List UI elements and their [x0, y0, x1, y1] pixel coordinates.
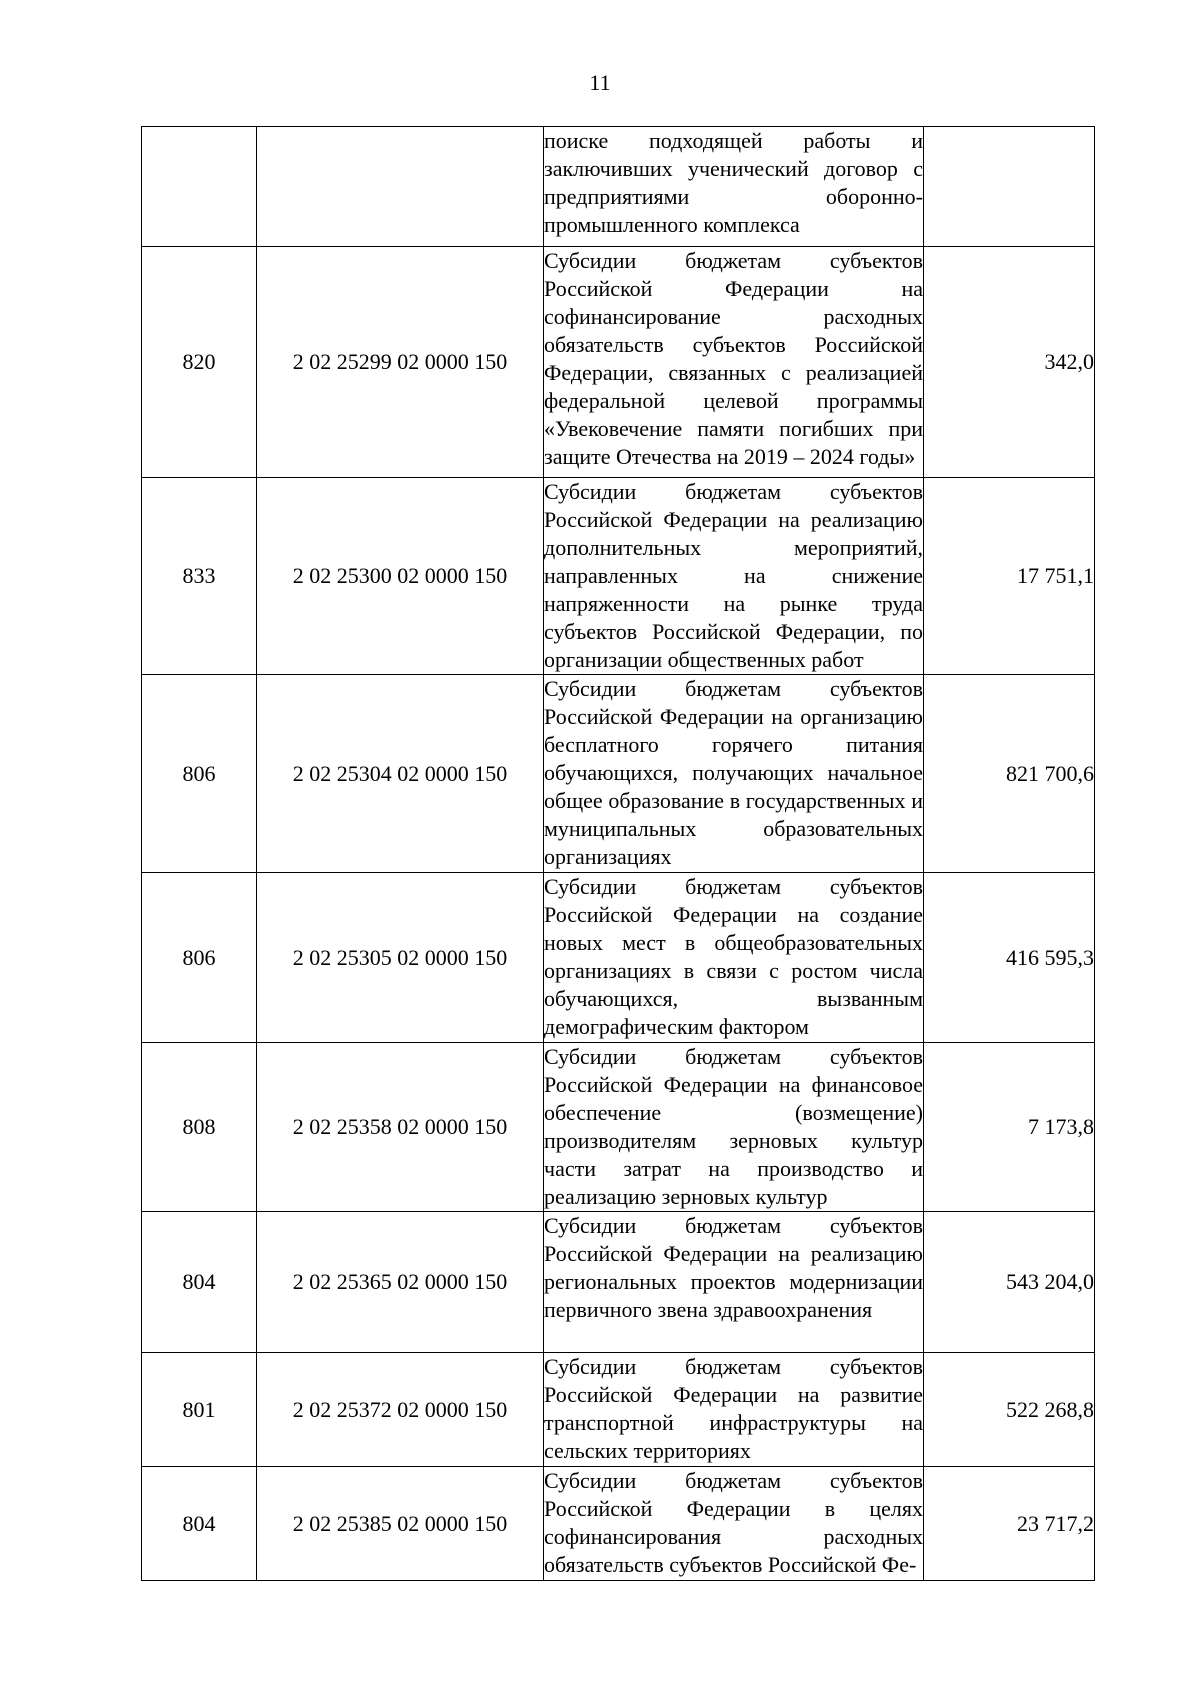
- admin-code-cell: 806: [142, 675, 257, 873]
- description-cell: поиске подходящей работы и заключивших ученический договор с предприятиями оборонно-промышленного комплекса: [544, 127, 924, 247]
- amount-cell: 416 595,3: [924, 873, 1095, 1043]
- budget-code-cell: 2 02 25372 02 0000 150: [257, 1353, 544, 1467]
- description-cell: Субсидии бюджетам субъектов Российской Федерации на развитие транспортной инфраструктуры на сельских территориях: [544, 1353, 924, 1467]
- admin-code-cell: 806: [142, 873, 257, 1043]
- admin-code-cell: 801: [142, 1353, 257, 1467]
- table-row: [142, 127, 1095, 247]
- admin-code-cell: 833: [142, 478, 257, 675]
- amount-cell: 522 268,8: [924, 1353, 1095, 1467]
- table-row: [142, 1043, 1095, 1212]
- description-cell: Субсидии бюджетам субъектов Российской Федерации в целях софинансирования расходных обязательств субъектов Российской Фе-: [544, 1467, 924, 1581]
- amount-cell: 342,0: [924, 247, 1095, 478]
- amount-cell: [924, 127, 1095, 247]
- admin-code-cell: 808: [142, 1043, 257, 1212]
- budget-code-cell: 2 02 25304 02 0000 150: [257, 675, 544, 873]
- amount-cell: 543 204,0: [924, 1212, 1095, 1353]
- table-row: [142, 1467, 1095, 1581]
- budget-code-cell: 2 02 25305 02 0000 150: [257, 873, 544, 1043]
- table-row: [142, 675, 1095, 873]
- admin-code-cell: 804: [142, 1467, 257, 1581]
- description-cell: Субсидии бюджетам субъектов Российской Федерации на организацию бесплатного горячего питания обучающихся, получающих начальное общее образование в государственных и муниципальных образовательных организациях: [544, 675, 924, 873]
- budget-code-cell: 2 02 25300 02 0000 150: [257, 478, 544, 675]
- budget-table: [141, 126, 1095, 1581]
- table-row: [142, 873, 1095, 1043]
- budget-code-cell: 2 02 25365 02 0000 150: [257, 1212, 544, 1353]
- table-row: [142, 1212, 1095, 1353]
- page-number: 11: [589, 70, 611, 95]
- table-row: [142, 1353, 1095, 1467]
- description-cell: Субсидии бюджетам субъектов Российской Федерации на софинансирование расходных обязательств субъектов Российской Федерации, связанных с реализацией федеральной целевой программы «Увековечение памяти погибших при защите Отечества на 2019 – 2024 годы»: [544, 247, 924, 478]
- description-cell: Субсидии бюджетам субъектов Российской Федерации на финансовое обеспечение (возмещение) производителям зерновых культур части затрат на производство и реализацию зерновых культур: [544, 1043, 924, 1212]
- budget-code-cell: [257, 127, 544, 247]
- description-cell: Субсидии бюджетам субъектов Российской Федерации на реализацию региональных проектов модернизации первичного звена здравоохранения: [544, 1212, 924, 1353]
- amount-cell: 821 700,6: [924, 675, 1095, 873]
- admin-code-cell: [142, 127, 257, 247]
- amount-cell: 23 717,2: [924, 1467, 1095, 1581]
- admin-code-cell: 804: [142, 1212, 257, 1353]
- table-row: [142, 478, 1095, 675]
- description-cell: Субсидии бюджетам субъектов Российской Федерации на создание новых мест в общеобразовательных организациях в связи с ростом числа обучающихся, вызванным демографическим фактором: [544, 873, 924, 1043]
- budget-code-cell: 2 02 25299 02 0000 150: [257, 247, 544, 478]
- table-row: [142, 247, 1095, 478]
- admin-code-cell: 820: [142, 247, 257, 478]
- budget-code-cell: 2 02 25385 02 0000 150: [257, 1467, 544, 1581]
- description-cell: Субсидии бюджетам субъектов Российской Федерации на реализацию дополнительных мероприятий, направленных на снижение напряженности на рынке труда субъектов Российской Федерации, по организации общественных работ: [544, 478, 924, 675]
- budget-code-cell: 2 02 25358 02 0000 150: [257, 1043, 544, 1212]
- amount-cell: 17 751,1: [924, 478, 1095, 675]
- amount-cell: 7 173,8: [924, 1043, 1095, 1212]
